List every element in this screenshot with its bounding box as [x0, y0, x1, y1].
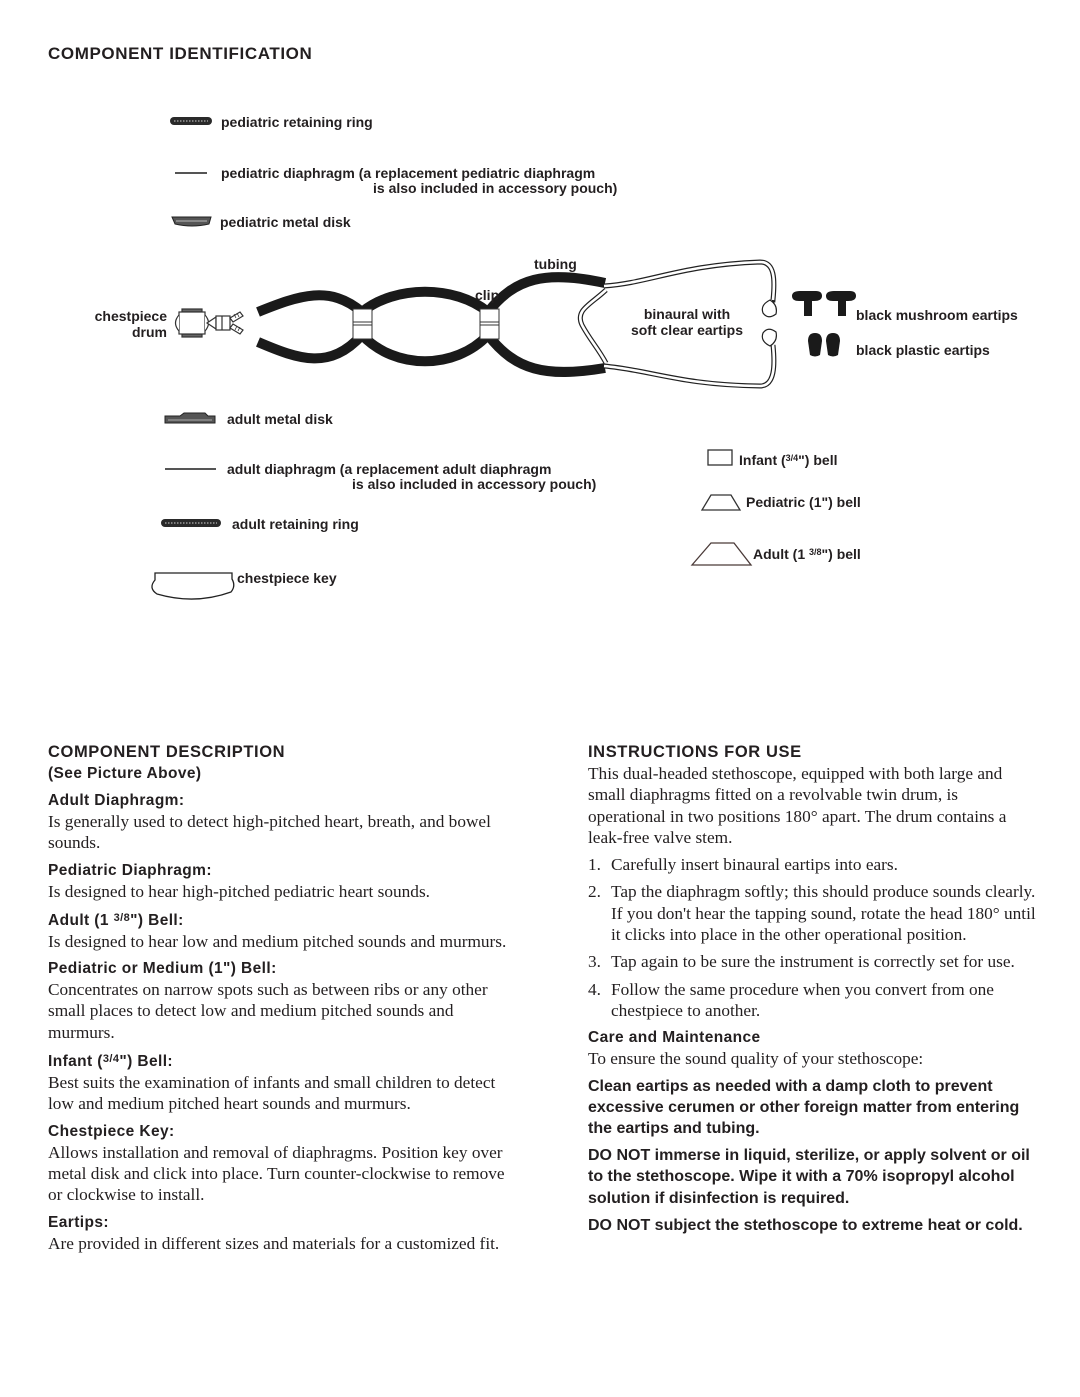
instruction-step: 3. Tap again to be sure the instrument is correctly set for use. [588, 952, 1015, 972]
item-heading: Chestpiece Key: [48, 1122, 175, 1140]
tubing-icon [258, 277, 605, 372]
instructions-intro: This dual-headed stethoscope, equipped with both large and small diaphragms fitted on a revolvable twin drum, is operational in two positions 180° apart. The drum contains a leak-free valve stem. [588, 764, 1007, 847]
label-mushroom-eartips: black mushroom eartips [856, 307, 1018, 323]
label-pediatric-diaphragm-line2: is also included in accessory pouch) [373, 180, 618, 196]
adult-retaining-ring-icon [161, 519, 221, 527]
instructions-for-use [588, 742, 1038, 1236]
item-heading: Adult Diaphragm: [48, 792, 185, 809]
label-tubing: tubing [534, 256, 577, 272]
care-heading: Care and Maintenance [588, 1029, 761, 1047]
item-heading: Pediatric or Medium (1") Bell: [48, 960, 277, 978]
care-warning-clean: Clean eartips as needed with a damp cloth to prevent excessive cerumen or other foreign matter from entering the eartips and tubing. [588, 1077, 1020, 1137]
description-item-pediatric-diaphragm [48, 860, 518, 902]
label-adult-diaphragm-line2: is also included in accessory pouch) [352, 476, 597, 492]
label-chestpiece [80, 308, 167, 340]
label-adult-diaphragm-line1: adult diaphragm (a replacement adult diaphragm [227, 461, 552, 477]
description-item-adult-bell [48, 908, 518, 952]
plastic-eartips-icon [808, 333, 840, 357]
item-heading: Pediatric Diaphragm: [48, 861, 212, 879]
infant-bell-icon [708, 450, 732, 465]
instructions-title: INSTRUCTIONS FOR USE [588, 743, 802, 761]
description-item-infant-bell [48, 1049, 518, 1115]
care-intro: To ensure the sound quality of your stethoscope: [588, 1049, 924, 1069]
instruction-step: 1. Carefully insert binaural eartips into ears. [588, 855, 898, 875]
clip-icon [353, 309, 499, 339]
label-chestpiece-key: chestpiece key [237, 570, 337, 586]
item-text: Is generally used to detect high-pitched heart, breath, and bowel sounds. [48, 812, 491, 853]
label-pediatric-diaphragm-line1: pediatric diaphragm (a replacement pediatric diaphragm [221, 165, 596, 181]
adult-metal-disk-icon [165, 413, 215, 423]
description-item-adult-diaphragm [48, 790, 518, 854]
item-text: Allows installation and removal of diaphragms. Position key over metal disk and click into place. Turn counter-clockwise to remove or clockwise to install. [48, 1142, 505, 1205]
description-item-chestpiece-key [48, 1121, 518, 1206]
item-heading: Adult (1 $^{3/8}$") Bell: [48, 911, 184, 929]
description-item-pediatric-bell [48, 958, 518, 1043]
label-binaural [620, 306, 754, 338]
label-clip: clip [475, 287, 500, 303]
label-adult-bell: Adult (1 $^{3/8}$") bell [753, 546, 861, 562]
instruction-step: 2. Tap the diaphragm softly; this should produce sounds clearly. If you don't hear the tapping sound, rotate the head 180° until it clicks into place in the other operational position. [588, 882, 1036, 945]
label-infant-bell: Infant ($^{3/4}$") bell [739, 452, 838, 468]
instruction-steps [588, 854, 1038, 1021]
label-chestpiece-line1: chestpiece [94, 308, 167, 324]
pediatric-metal-disk-icon [172, 217, 211, 226]
label-pediatric-retaining-ring: pediatric retaining ring [221, 114, 373, 130]
description-title: COMPONENT DESCRIPTION [48, 743, 286, 761]
item-heading: Eartips: [48, 1213, 109, 1231]
label-plastic-eartips: black plastic eartips [856, 342, 990, 358]
identification-title: COMPONENT IDENTIFICATION [48, 44, 313, 63]
label-binaural-line1: binaural with [643, 306, 731, 322]
pediatric-bell-icon [702, 495, 740, 510]
label-pediatric-bell: Pediatric (1") bell [746, 494, 861, 510]
item-text: Are provided in different sizes and materials for a customized fit. [48, 1233, 500, 1253]
soft-clear-eartips-icon [762, 300, 776, 346]
label-adult-retaining-ring: adult retaining ring [232, 516, 359, 532]
care-warning-heat: DO NOT subject the stethoscope to extreme heat or cold. [588, 1216, 1023, 1234]
label-pediatric-metal-disk: pediatric metal disk [220, 214, 351, 230]
label-adult-metal-disk: adult metal disk [227, 411, 333, 427]
care-warning-immerse: DO NOT immerse in liquid, sterilize, or apply solvent or oil to the stethoscope. Wipe it with a 70% isopropyl alcohol solution if disinfection is required. [588, 1147, 1030, 1207]
item-text: Is designed to hear low and medium pitched sounds and murmurs. [48, 931, 507, 951]
instruction-step: 4. Follow the same procedure when you convert from one chestpiece to another. [588, 979, 994, 1020]
adult-bell-icon [692, 543, 751, 565]
item-text: Is designed to hear high-pitched pediatric heart sounds. [48, 881, 430, 901]
label-binaural-line2: soft clear eartips [630, 322, 744, 338]
component-description [48, 742, 518, 1254]
item-text: Concentrates on narrow spots such as between ribs or any other small places to detect low and medium pitched sounds and murmurs. [48, 980, 488, 1042]
label-chestpiece-line2: drum [132, 324, 167, 340]
mushroom-eartips-icon [792, 291, 856, 316]
item-heading: Infant ($^{3/4}$") Bell: [48, 1053, 173, 1071]
chestpiece-key-icon [152, 573, 234, 599]
pediatric-retaining-ring-icon [170, 117, 212, 125]
item-text: Best suits the examination of infants and small children to detect low and medium pitched heart sounds and murmurs. [48, 1073, 496, 1114]
description-item-eartips [48, 1212, 518, 1254]
description-subtitle: (See Picture Above) [48, 765, 202, 782]
chestpiece-drum-icon [176, 309, 244, 337]
